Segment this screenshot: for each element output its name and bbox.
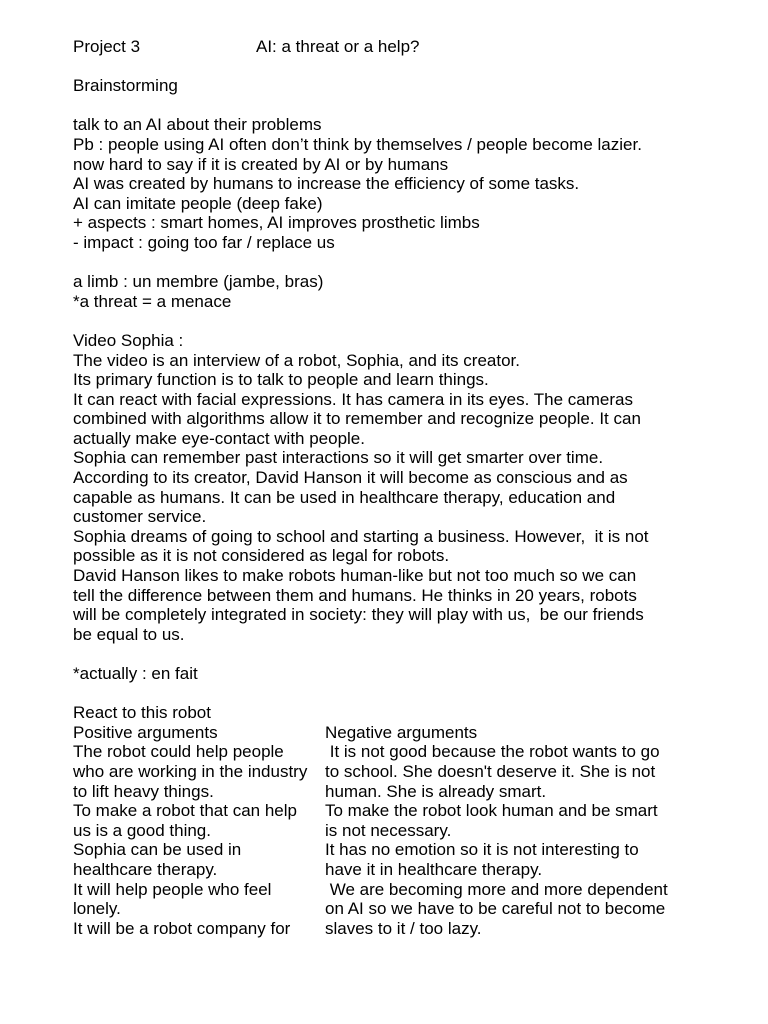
positive-argument-line: Sophia can be used in	[73, 840, 242, 860]
positive-argument-line: who are working in the industry	[73, 761, 308, 781]
positive-argument-line: To make a robot that can help	[73, 801, 297, 821]
positive-argument-line: us is a good thing.	[73, 820, 211, 840]
negative-argument-line: It has no emotion so it is not interesting to	[325, 840, 639, 860]
vocabulary-notes	[73, 272, 713, 311]
summary-line: combined with algorithms allow it to remember and recognize people. It can	[73, 409, 641, 429]
positive-argument-line: It will be a robot company for	[73, 918, 291, 938]
positive-argument-line: lonely.	[73, 899, 121, 919]
summary-line: tell the difference between them and humans. He thinks in 20 years, robots	[73, 585, 637, 605]
summary-line: It can react with facial expressions. It has camera in its eyes. The cameras	[73, 389, 633, 409]
positive-argument-line: healthcare therapy.	[73, 859, 218, 879]
negative-argument-line: human. She is already smart.	[325, 781, 547, 801]
summary-line: be equal to us.	[73, 624, 185, 644]
negative-argument-line: on AI so we have to be careful not to become	[325, 899, 666, 919]
negative-argument-line: To make the robot look human and be smart	[325, 801, 658, 821]
summary-line: capable as humans. It can be used in healthcare therapy, education and	[73, 487, 616, 507]
vocab-line: *a threat = a menace	[73, 291, 232, 311]
positive-arguments-column	[73, 723, 325, 939]
document-page	[73, 37, 713, 938]
positive-argument-line: to lift heavy things.	[73, 781, 214, 801]
note-line: AI can imitate people (deep fake)	[73, 193, 323, 213]
negative-argument-line: slaves to it / too lazy.	[325, 918, 482, 938]
negative-arguments-heading: Negative arguments	[325, 722, 478, 742]
brainstorming-heading: Brainstorming	[73, 76, 178, 96]
negative-argument-line: to school. She doesn't deserve it. She is not	[325, 761, 656, 781]
negative-argument-line: have it in healthcare therapy.	[325, 859, 543, 879]
project-label: Project 3	[73, 37, 141, 56]
note-line: talk to an AI about their problems	[73, 115, 322, 135]
note-line: - impact : going too far / replace us	[73, 232, 335, 252]
summary-line: will be completely integrated in society: they will play with us, be our friends	[73, 605, 644, 625]
vocab-actually: *actually : en fait	[73, 664, 198, 683]
summary-line: David Hanson likes to make robots human-like but not too much so we can	[73, 566, 637, 586]
summary-line: customer service.	[73, 507, 207, 527]
arguments-table	[73, 723, 713, 939]
document-header	[73, 37, 713, 57]
react-heading: React to this robot	[73, 703, 211, 723]
note-line: AI was created by humans to increase the efficiency of some tasks.	[73, 174, 580, 194]
document-title: AI: a threat or a help?	[256, 37, 420, 56]
note-line: + aspects : smart homes, AI improves prosthetic limbs	[73, 213, 480, 233]
video-heading: Video Sophia :	[73, 330, 184, 350]
positive-argument-line: It will help people who feel	[73, 879, 272, 899]
summary-line: Its primary function is to talk to people and learn things.	[73, 370, 489, 390]
negative-argument-line: We are becoming more and more dependent	[325, 879, 668, 899]
summary-line: Sophia can remember past interactions so it will get smarter over time.	[73, 448, 604, 468]
positive-arguments-heading: Positive arguments	[73, 722, 218, 742]
negative-argument-line: It is not good because the robot wants to go	[325, 742, 660, 762]
summary-line: The video is an interview of a robot, Sophia, and its creator.	[73, 350, 520, 370]
negative-argument-line: is not necessary.	[325, 820, 452, 840]
brainstorming-notes	[73, 115, 713, 252]
note-line: Pb : people using AI often don’t think by themselves / people become lazier.	[73, 134, 642, 154]
positive-argument-line: The robot could help people	[73, 742, 284, 762]
summary-line: possible as it is not considered as legal for robots.	[73, 546, 450, 566]
summary-line: actually make eye-contact with people.	[73, 428, 365, 448]
negative-arguments-column	[325, 723, 705, 939]
video-summary	[73, 351, 713, 645]
note-line: now hard to say if it is created by AI or by humans	[73, 154, 449, 174]
summary-line: According to its creator, David Hanson it will become as conscious and as	[73, 468, 628, 488]
summary-line: Sophia dreams of going to school and starting a business. However, it is not	[73, 526, 649, 546]
vocab-line: a limb : un membre (jambe, bras)	[73, 272, 324, 292]
